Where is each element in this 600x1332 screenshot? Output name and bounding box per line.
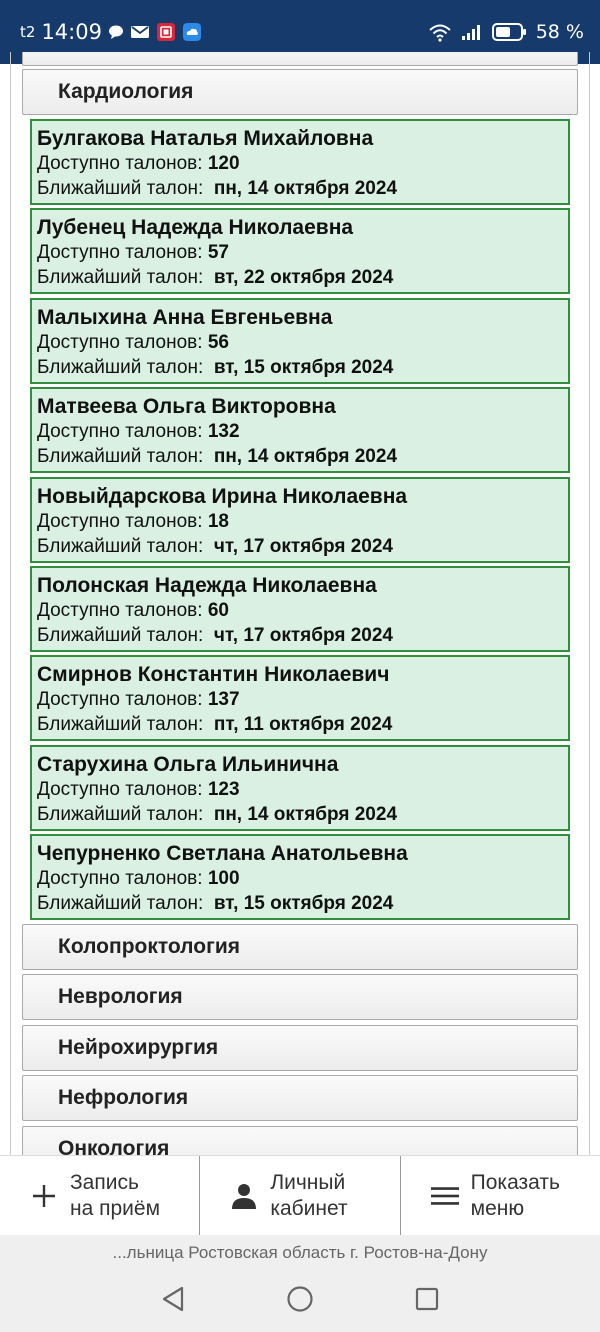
- nearest-ticket: Ближайший талон: пт, 11 октября 2024: [37, 714, 393, 735]
- menu-icon: [431, 1184, 459, 1208]
- ticket-date: пн, 14 октября 2024: [213, 178, 398, 199]
- battery-percent: 58 %: [535, 21, 584, 43]
- section-title: Нефрология: [58, 1086, 189, 1109]
- plus-icon: [30, 1183, 58, 1209]
- available-tickets: Доступно талонов: 132: [37, 421, 240, 442]
- section-header-oncology[interactable]: [22, 1126, 578, 1155]
- doctor-card[interactable]: [30, 208, 570, 294]
- doctor-name: Малыхина Анна Евгеньевна: [37, 306, 333, 329]
- doctor-name: Матвеева Ольга Викторовна: [37, 395, 336, 418]
- doctor-name: Новыйдарскова Ирина Николаевна: [37, 485, 408, 508]
- nearest-ticket: Ближайший талон: вт, 22 октября 2024: [37, 267, 394, 288]
- available-tickets: Доступно талонов: 120: [37, 153, 240, 174]
- ticket-date: чт, 17 октября 2024: [213, 536, 393, 557]
- cloud-icon: [182, 22, 202, 42]
- doctor-card[interactable]: [30, 566, 570, 652]
- nearest-ticket: Ближайший талон: чт, 17 октября 2024: [37, 536, 393, 557]
- doctor-name: Смирнов Константин Николаевич: [37, 663, 390, 686]
- doctor-name: Булгакова Наталья Михайловна: [37, 127, 374, 150]
- nearest-ticket: Ближайший талон: вт, 15 октября 2024: [37, 893, 394, 914]
- personal-cabinet-button[interactable]: Личный кабинет: [200, 1156, 400, 1235]
- available-tickets: Доступно талонов: 56: [37, 332, 229, 353]
- section-header-neurosurgery[interactable]: [22, 1025, 578, 1071]
- ticket-count: 60: [207, 600, 229, 621]
- ticket-date: пн, 14 октября 2024: [213, 804, 398, 825]
- ticket-count: 100: [207, 868, 240, 889]
- ticket-count: 57: [207, 242, 229, 263]
- available-tickets: Доступно талонов: 57: [37, 242, 229, 263]
- section-title: Неврология: [58, 985, 183, 1008]
- ticket-date: вт, 22 октября 2024: [213, 267, 394, 288]
- ticket-date: вт, 15 октября 2024: [213, 893, 394, 914]
- doctor-card[interactable]: [30, 655, 570, 741]
- section-title: Колопроктология: [58, 935, 240, 958]
- specialty-list[interactable]: [0, 52, 600, 1155]
- nearest-ticket: Ближайший талон: чт, 17 октября 2024: [37, 625, 393, 646]
- doctor-card[interactable]: [30, 119, 570, 205]
- section-title: Кардиология: [58, 80, 194, 103]
- available-tickets: Доступно талонов: 18: [37, 511, 229, 532]
- doctor-card[interactable]: [30, 387, 570, 473]
- doctor-name: Лубенец Надежда Николаевна: [37, 216, 354, 239]
- recents-icon[interactable]: [414, 1286, 440, 1317]
- ticket-count: 120: [207, 153, 240, 174]
- section-title: Нейрохирургия: [58, 1036, 219, 1059]
- nearest-ticket: Ближайший талон: пн, 14 октября 2024: [37, 446, 398, 467]
- available-tickets: Доступно талонов: 100: [37, 868, 240, 889]
- doctor-card[interactable]: [30, 477, 570, 563]
- chat-bubble-icon: [108, 24, 124, 40]
- battery-icon: [492, 22, 528, 42]
- section-header-cardiology[interactable]: [22, 69, 578, 115]
- doctor-card[interactable]: [30, 834, 570, 920]
- carrier-label: t2: [20, 23, 36, 41]
- site-footer: ...льница Ростовская область г. Ростов-на-Дону: [0, 1235, 600, 1271]
- ticket-date: вт, 15 октября 2024: [213, 357, 394, 378]
- system-nav-bar: [0, 1271, 600, 1332]
- wifi-icon: [428, 22, 452, 42]
- available-tickets: Доступно талонов: 60: [37, 600, 229, 621]
- nearest-ticket: Ближайший талон: вт, 15 октября 2024: [37, 357, 394, 378]
- section-header-coloproctology[interactable]: [22, 924, 578, 970]
- ticket-date: чт, 17 октября 2024: [213, 625, 393, 646]
- back-icon[interactable]: [160, 1285, 186, 1318]
- show-menu-button[interactable]: Показать меню: [401, 1156, 600, 1235]
- section-header-previous[interactable]: [22, 52, 578, 66]
- section-title: Онкология: [58, 1137, 170, 1155]
- available-tickets: Доступно талонов: 137: [37, 689, 240, 710]
- doctor-card[interactable]: [30, 745, 570, 831]
- ticket-count: 18: [207, 511, 229, 532]
- nearest-ticket: Ближайший талон: пн, 14 октября 2024: [37, 804, 398, 825]
- nearest-ticket: Ближайший талон: пн, 14 октября 2024: [37, 178, 398, 199]
- section-header-neurology[interactable]: [22, 974, 578, 1020]
- appointment-button[interactable]: Запись на приём: [0, 1156, 200, 1235]
- doctor-card[interactable]: [30, 298, 570, 384]
- clock: 14:09: [41, 20, 102, 44]
- ticket-date: пн, 14 октября 2024: [213, 446, 398, 467]
- bottom-nav: [0, 1155, 600, 1235]
- doctor-name: Полонская Надежда Николаевна: [37, 574, 377, 597]
- ticket-date: пт, 11 октября 2024: [213, 714, 393, 735]
- home-icon[interactable]: [286, 1285, 314, 1318]
- ticket-count: 132: [207, 421, 240, 442]
- ticket-count: 137: [207, 689, 240, 710]
- app-icon: [156, 22, 176, 42]
- person-icon: [230, 1182, 258, 1210]
- available-tickets: Доступно талонов: 123: [37, 779, 240, 800]
- doctor-name: Чепурненко Светлана Анатольевна: [37, 842, 408, 865]
- signal-icon: [460, 23, 484, 41]
- section-header-nephrology[interactable]: [22, 1075, 578, 1121]
- doctor-name: Старухина Ольга Ильинична: [37, 753, 339, 776]
- ticket-count: 123: [207, 779, 240, 800]
- mail-icon: [130, 24, 150, 40]
- ticket-count: 56: [207, 332, 229, 353]
